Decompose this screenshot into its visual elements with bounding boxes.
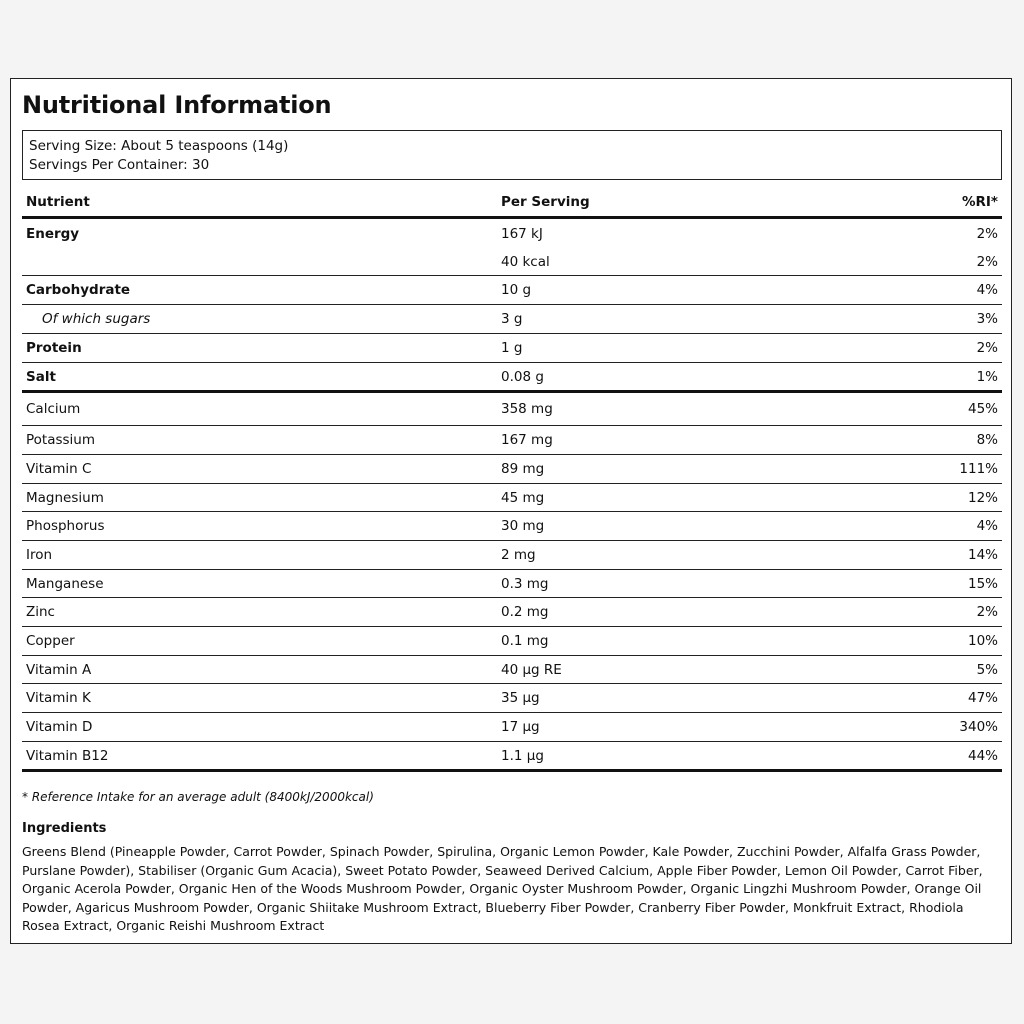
nutrient-ri: 4% (976, 518, 998, 534)
nutrient-ri: 111% (959, 461, 998, 477)
serving-size: Serving Size: About 5 teaspoons (14g) (29, 138, 289, 154)
header-nutrient: Nutrient (26, 194, 90, 210)
nutrient-ri: 2% (976, 340, 998, 356)
nutrient-amount: 0.2 mg (501, 604, 549, 620)
nutrient-ri: 10% (967, 633, 998, 649)
nutrient-ri: 340% (959, 719, 998, 735)
table-row (22, 248, 1002, 276)
nutrient-amount: 40 μg RE (501, 661, 562, 678)
ingredients-heading: Ingredients (22, 821, 107, 836)
nutrient-amount: 40 kcal (501, 253, 550, 270)
header-per-serving: Per Serving (501, 194, 590, 210)
nutrient-name: Energy (26, 225, 80, 242)
nutrient-amount: 3 g (501, 311, 523, 327)
nutrient-name: Protein (26, 340, 82, 356)
nutrient-ri: 12% (967, 489, 998, 506)
table-row (22, 713, 1002, 742)
nutrient-amount: 1 g (501, 340, 523, 356)
nutrient-amount: 45 mg (501, 489, 545, 506)
table-row (22, 742, 1002, 772)
nutrient-ri: 8% (976, 432, 998, 448)
nutrient-ri: 47% (967, 690, 998, 706)
nutrient-name: Zinc (26, 604, 55, 620)
nutrient-amount: 0.3 mg (501, 575, 549, 592)
table-row (22, 512, 1002, 541)
table-row (22, 627, 1002, 656)
nutrient-amount: 35 μg (501, 690, 540, 706)
table-row (22, 219, 1002, 248)
nutrient-name: Vitamin D (26, 719, 93, 735)
nutrient-amount: 89 mg (501, 461, 545, 477)
nutrient-amount: 0.1 mg (501, 633, 549, 649)
nutrient-amount: 2 mg (501, 547, 536, 563)
nutrient-name: Vitamin A (26, 661, 92, 678)
nutrient-ri: 44% (967, 747, 998, 764)
table-row (22, 393, 1002, 426)
nutrient-amount: 0.08 g (501, 368, 544, 385)
nutrient-amount: 1.1 μg (501, 747, 544, 764)
nutrient-name: Of which sugars (42, 311, 151, 327)
nutrient-name: Calcium (26, 401, 81, 417)
table-row (22, 363, 1002, 393)
table-row (22, 426, 1002, 455)
table-header-row (22, 188, 1002, 219)
nutrient-ri: 1% (976, 368, 998, 385)
nutrient-name: Vitamin B12 (26, 747, 109, 764)
nutrient-name: Manganese (26, 575, 104, 592)
nutrient-ri: 4% (976, 282, 998, 298)
serving-info-box (22, 130, 1002, 180)
table-row (22, 656, 1002, 684)
nutrient-name: Vitamin K (26, 690, 91, 706)
nutrient-name: Salt (26, 368, 56, 385)
nutrient-name: Carbohydrate (26, 282, 131, 298)
nutrient-amount: 358 mg (501, 401, 553, 417)
nutrient-name: Vitamin C (26, 461, 92, 477)
table-row (22, 684, 1002, 713)
nutrient-ri: 2% (976, 225, 998, 242)
table-row (22, 305, 1002, 334)
nutrient-ri: 3% (976, 311, 998, 327)
nutrient-name: Copper (26, 633, 75, 649)
nutrient-name: Potassium (26, 432, 96, 448)
nutrient-name: Iron (26, 547, 53, 563)
ingredients-list: Greens Blend (Pineapple Powder, Carrot Powder, Spinach Powder, Spirulina, Organic Lemon Powder, Kale Powder, Zucchini Powder, Alfalfa Grass Powder, Purslane Powder), Stabiliser (Organic Gum Acacia), Sweet Potato Powder, Seaweed Derived Calcium, Apple Fiber Powder, Lemon Oil Powder, Carrot Fiber, Organic Acerola Powder, Organic Hen of the Woods Mushroom Powder, Organic Oyster Mushroom Powder, Organic Lingzhi Mushroom Powder, Orange Oil Powder, Agaricus Mushroom Powder, Organic Shiitake Mushroom Extract, Blueberry Fiber Powder, Cranberry Fiber Powder, Monkfruit Extract, Rhodiola Rosea Extract, Organic Reishi Mushroom Extract (22, 844, 983, 934)
nutrient-name: Phosphorus (26, 518, 105, 534)
table-row (22, 541, 1002, 570)
nutrient-amount: 167 mg (501, 432, 553, 448)
page-title: Nutritional Information (22, 91, 332, 119)
nutrient-name: Magnesium (26, 489, 104, 506)
table-row (22, 455, 1002, 484)
reference-intake-footnote: * Reference Intake for an average adult (8400kJ/2000kcal) (22, 790, 374, 804)
header-ri: %RI* (961, 194, 998, 210)
nutrient-ri: 15% (967, 575, 998, 592)
nutrient-amount: 17 μg (501, 719, 540, 735)
nutrient-ri: 2% (976, 604, 998, 620)
table-row (22, 334, 1002, 363)
nutrient-amount: 167 kJ (501, 225, 543, 242)
nutrient-amount: 10 g (501, 282, 532, 298)
table-row (22, 570, 1002, 598)
nutrient-ri: 14% (967, 547, 998, 563)
nutrition-table (22, 188, 1002, 772)
nutrient-ri: 45% (967, 401, 998, 417)
table-row (22, 598, 1002, 627)
servings-per-container: Servings Per Container: 30 (29, 157, 210, 173)
nutrient-ri: 2% (976, 253, 998, 270)
table-row (22, 484, 1002, 512)
table-row (22, 276, 1002, 305)
nutrition-panel (10, 78, 1012, 944)
nutrient-amount: 30 mg (501, 518, 545, 534)
nutrient-ri: 5% (976, 661, 998, 678)
